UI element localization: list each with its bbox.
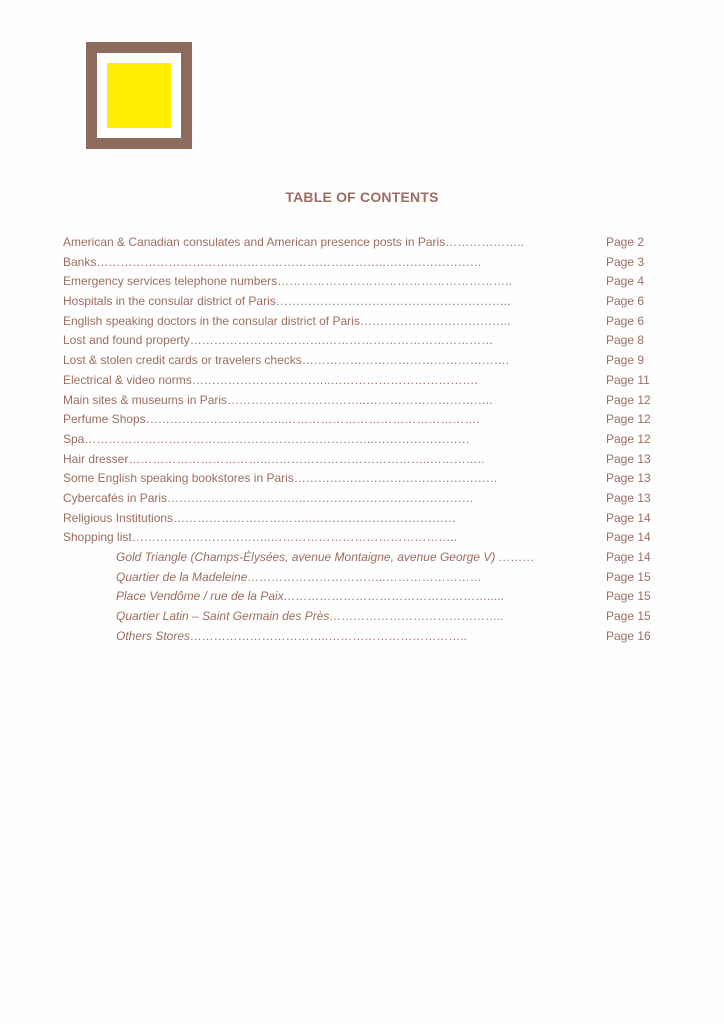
toc-entry[interactable] xyxy=(63,430,663,450)
toc-entry-label: Gold Triangle (Champs-Élysées, avenue Montaigne, avenue George V) ……… xyxy=(116,550,535,564)
toc-entry-page: Page 6 xyxy=(606,294,645,309)
toc-entry-page: Page 2 xyxy=(606,235,645,249)
toc-entry[interactable] xyxy=(63,292,663,312)
toc-entry[interactable] xyxy=(63,272,663,292)
toc-entry-label: English speaking doctors in the consular district of Paris……………………………….. xyxy=(63,313,511,328)
toc-entry-page: Page 12 xyxy=(606,412,651,427)
toc-entry[interactable] xyxy=(63,391,663,411)
toc-entry-page: Page 14 xyxy=(606,550,651,564)
toc-entry-label: Others Stores……………………………..…………………………….. xyxy=(116,628,468,643)
toc-entry-page: Page 15 xyxy=(606,589,651,604)
toc-entry-page: Page 15 xyxy=(606,569,651,584)
toc-entry-page: Page 14 xyxy=(606,530,651,545)
toc-entry-page: Page 12 xyxy=(606,431,651,446)
toc-entry-label: Quartier de la Madeleine……………………………..…………………… xyxy=(116,569,483,584)
toc-entry-label: Shopping list……………………………..……………………………………….. xyxy=(63,530,458,545)
toc-entry-page: Page 16 xyxy=(606,628,651,643)
toc-entry[interactable] xyxy=(63,371,663,391)
logo xyxy=(86,42,192,149)
toc-entry-label: Hair dresser……………………………..…………………………………..………….. xyxy=(63,451,485,466)
toc-subentry[interactable] xyxy=(63,568,663,588)
toc-entry[interactable] xyxy=(63,528,663,548)
logo-inner-frame xyxy=(97,53,181,138)
logo-yellow-square xyxy=(107,63,171,128)
toc-entry-page: Page 8 xyxy=(606,333,645,348)
page-title: TABLE OF CONTENTS xyxy=(285,189,439,205)
toc-entry[interactable] xyxy=(63,410,663,430)
toc-entry[interactable] xyxy=(63,253,663,273)
toc-entry-page: Page 4 xyxy=(606,274,645,289)
toc-entry-page: Page 13 xyxy=(606,471,651,486)
toc-entry-label: Lost & stolen credit cards or travelers checks……………………………………………. xyxy=(63,353,510,368)
toc-subentry[interactable] xyxy=(63,587,663,607)
toc-entry[interactable] xyxy=(63,469,663,489)
toc-entry-label: Cybercafés in Paris……………………………..…………………………………… xyxy=(63,490,474,505)
toc-entry-label: Emergency services telephone numbers………………………………………………….. xyxy=(63,274,512,289)
toc-entry[interactable] xyxy=(63,450,663,470)
toc-entry-label: Religious Institutions……………………………..……………………………… xyxy=(63,510,456,525)
toc-entry-label: Main sites & museums in Paris……………………………..………………………….. xyxy=(63,392,493,407)
toc-entry[interactable] xyxy=(63,509,663,529)
toc-subentry[interactable] xyxy=(63,548,663,568)
table-of-contents xyxy=(63,233,663,646)
toc-entry-label: Hospitals in the consular district of Paris………………………………………………….. xyxy=(63,294,511,309)
toc-entry-page: Page 13 xyxy=(606,490,651,505)
toc-entry-page: Page 3 xyxy=(606,254,645,269)
toc-entry-page: Page 13 xyxy=(606,451,651,466)
toc-subentry[interactable] xyxy=(63,607,663,627)
toc-entry-label: Place Vendôme / rue de la Paix……………………………………………..... xyxy=(116,589,505,604)
toc-entry-label: Electrical & video norms……………………………..………………………………. xyxy=(63,372,478,387)
toc-entry-page: Page 15 xyxy=(606,609,651,624)
toc-entry-page: Page 11 xyxy=(606,372,650,387)
toc-entry-label: Banks……………………………..………………………………..…………………… xyxy=(63,254,482,269)
toc-entry-page: Page 14 xyxy=(606,510,651,525)
toc-entry-label: Lost and found property…………………………….…………………………………… xyxy=(63,333,494,348)
toc-entry-page: Page 9 xyxy=(606,353,645,368)
toc-entry[interactable] xyxy=(63,312,663,332)
toc-entry[interactable] xyxy=(63,331,663,351)
toc-entry[interactable] xyxy=(63,351,663,371)
toc-entry-page: Page 6 xyxy=(606,313,645,328)
toc-entry-label: American & Canadian consulates and American presence posts in Paris……………….. xyxy=(63,235,524,249)
toc-entry[interactable] xyxy=(63,489,663,509)
toc-entry[interactable] xyxy=(63,233,663,253)
toc-entry-label: Spa……………………………..………………………………..…………………… xyxy=(63,431,470,446)
toc-entry-label: Quartier Latin – Saint Germain des Près…………………………………….. xyxy=(116,609,505,624)
toc-entry-label: Perfume Shops……………………………..…………………………………………. xyxy=(63,412,480,427)
toc-entry-label: Some English speaking bookstores in Paris…………………………………………… xyxy=(63,471,498,486)
toc-subentry[interactable] xyxy=(63,627,663,647)
toc-entry-page: Page 12 xyxy=(606,392,651,407)
